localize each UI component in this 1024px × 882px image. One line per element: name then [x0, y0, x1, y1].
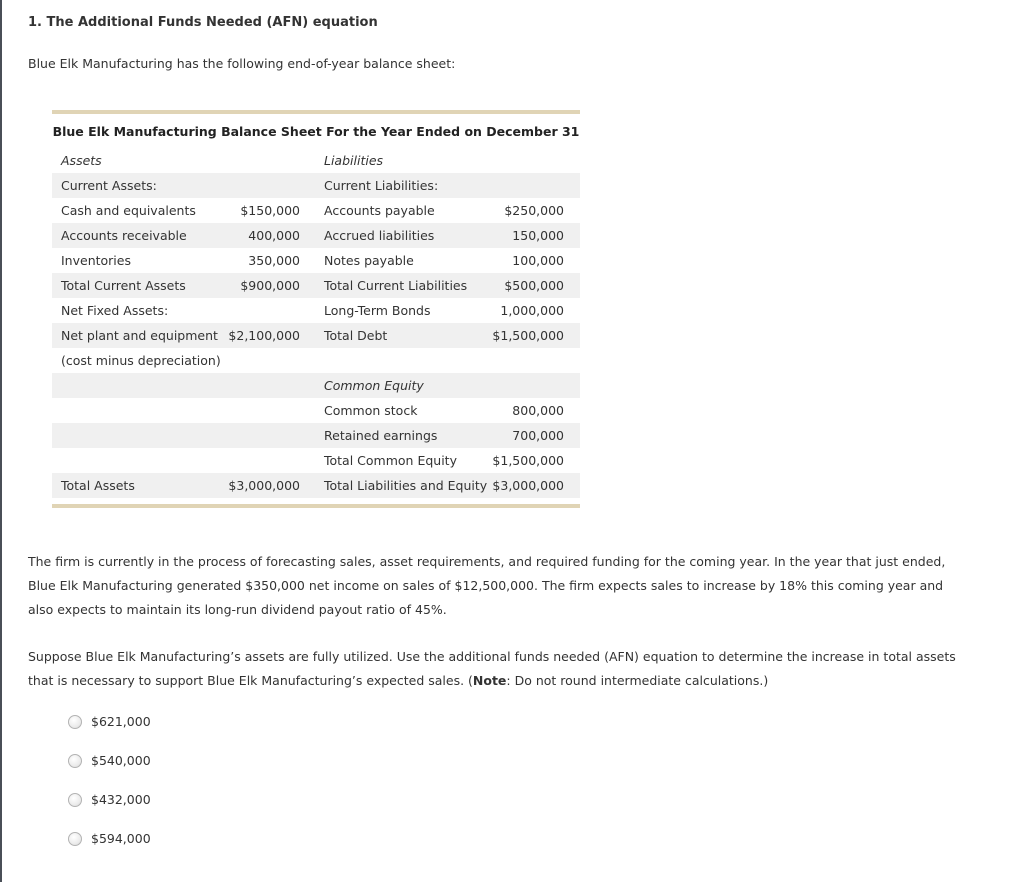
- radio-button-icon[interactable]: [68, 832, 82, 846]
- balance-sheet-rows: [52, 148, 580, 498]
- note-label: Note: [472, 673, 507, 688]
- table-cell-c3: Liabilities: [324, 153, 384, 168]
- table-cell-c3: Current Liabilities:: [324, 178, 439, 193]
- table-row: [52, 473, 580, 498]
- table-cell-c1: Cash and equivalents: [61, 203, 196, 218]
- table-cell-c4: $1,500,000: [492, 328, 564, 343]
- answer-option-label[interactable]: $621,000: [91, 714, 151, 729]
- table-cell-c2: $3,000,000: [228, 478, 300, 493]
- table-row: [52, 248, 580, 273]
- balance-sheet-table: [52, 110, 580, 508]
- table-cell-c3: Total Common Equity: [324, 453, 457, 468]
- table-row: [52, 273, 580, 298]
- table-row: [52, 298, 580, 323]
- left-edge-bar: [0, 0, 2, 882]
- table-cell-c3: Common Equity: [324, 378, 424, 393]
- table-row: [52, 348, 580, 373]
- table-row: [52, 398, 580, 423]
- table-cell-c4: 700,000: [512, 428, 564, 443]
- table-cell-c1: Accounts receivable: [61, 228, 187, 243]
- table-row: [52, 173, 580, 198]
- table-cell-c2: $150,000: [240, 203, 300, 218]
- table-cell-c2: $2,100,000: [228, 328, 300, 343]
- table-cell-c3: Total Current Liabilities: [324, 278, 468, 293]
- scenario-paragraph: The firm is currently in the process of forecasting sales, asset requirements, and required funding for the coming year. In the year that just ended, Blue Elk Manufacturing generated $350,000 net income on sales of $12,500,000. The firm expects sales to increase by 18% this coming year and also expects to maintain its long-run dividend payout ratio of 45%.: [28, 554, 946, 617]
- radio-button-icon[interactable]: [68, 754, 82, 768]
- balance-sheet-title: Blue Elk Manufacturing Balance Sheet For the Year Ended on December 31: [52, 124, 580, 139]
- table-cell-c1: Assets: [61, 153, 102, 168]
- table-bottom-border: [52, 504, 580, 508]
- table-row: [52, 223, 580, 248]
- table-cell-c1: Net Fixed Assets:: [61, 303, 169, 318]
- table-cell-c2: $900,000: [240, 278, 300, 293]
- table-cell-c4: $500,000: [504, 278, 564, 293]
- answer-option-label[interactable]: $540,000: [91, 753, 151, 768]
- table-cell-c4: 800,000: [512, 403, 564, 418]
- table-row: [52, 198, 580, 223]
- table-cell-c4: $1,500,000: [492, 453, 564, 468]
- table-cell-c4: 150,000: [512, 228, 564, 243]
- table-cell-c1: Total Current Assets: [61, 278, 186, 293]
- instruction-text: Suppose Blue Elk Manufacturing’s assets are fully utilized. Use the additional funds needed (AFN) equation to determine the increase in total assets that is necessary to support Blue Elk Manufacturing’s expected sales. (: [28, 649, 956, 688]
- table-cell-c3: Long-Term Bonds: [324, 303, 431, 318]
- table-row: [52, 323, 580, 348]
- table-cell-c3: Accounts payable: [324, 203, 435, 218]
- answer-option-label[interactable]: $594,000: [91, 831, 151, 846]
- table-cell-c3: Common stock: [324, 403, 418, 418]
- radio-button-icon[interactable]: [68, 715, 82, 729]
- table-cell-c4: 1,000,000: [500, 303, 564, 318]
- table-cell-c3: Accrued liabilities: [324, 228, 435, 243]
- table-cell-c1: Inventories: [61, 253, 131, 268]
- answer-option-label[interactable]: $432,000: [91, 792, 151, 807]
- table-cell-c2: 400,000: [248, 228, 300, 243]
- table-cell-c1: (cost minus depreciation): [61, 353, 221, 368]
- table-cell-c1: Current Assets:: [61, 178, 157, 193]
- table-cell-c3: Total Debt: [324, 328, 388, 343]
- table-row: [52, 448, 580, 473]
- radio-button-icon[interactable]: [68, 793, 82, 807]
- table-cell-c3: Retained earnings: [324, 428, 438, 443]
- table-cell-c4: $250,000: [504, 203, 564, 218]
- table-cell-c2: 350,000: [248, 253, 300, 268]
- table-cell-c4: 100,000: [512, 253, 564, 268]
- table-cell-c4: $3,000,000: [492, 478, 564, 493]
- table-cell-c1: Net plant and equipment: [61, 328, 218, 343]
- question-intro: Blue Elk Manufacturing has the following end-of-year balance sheet:: [28, 56, 456, 71]
- table-row: [52, 148, 580, 173]
- table-cell-c3: Total Liabilities and Equity: [324, 478, 488, 493]
- note-text: : Do not round intermediate calculations.): [506, 673, 769, 688]
- question-title: 1. The Additional Funds Needed (AFN) equation: [28, 15, 378, 30]
- table-cell-c1: Total Assets: [61, 478, 135, 493]
- table-row: [52, 373, 580, 398]
- table-row: [52, 423, 580, 448]
- table-cell-c3: Notes payable: [324, 253, 414, 268]
- instruction-paragraph: [28, 645, 958, 693]
